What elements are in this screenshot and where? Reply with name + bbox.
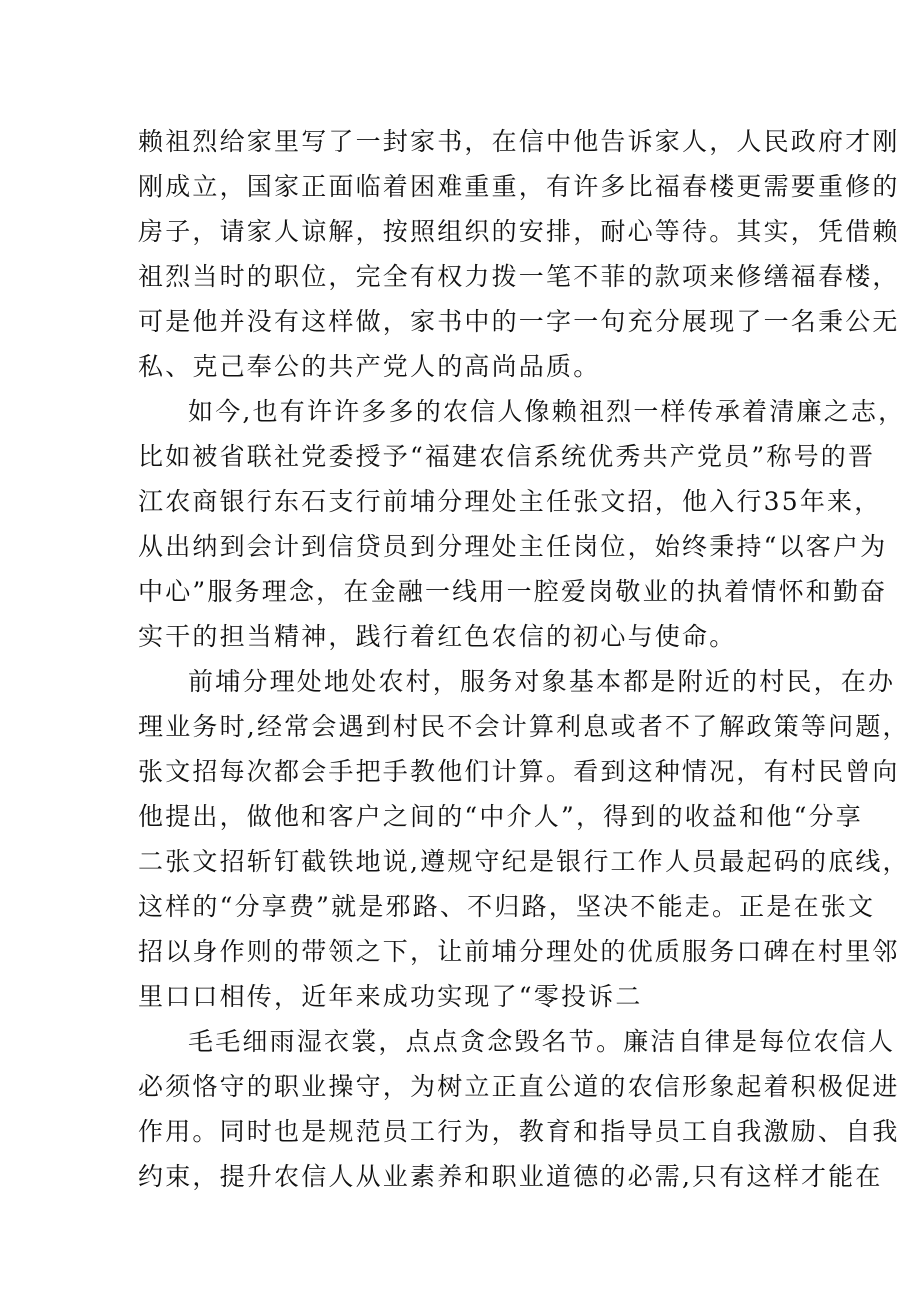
paragraph-first-line: 如今,也有许许多多的农信人像赖祖烈一样传承着清廉之志， <box>188 397 906 426</box>
paragraph-first-line: 毛毛细雨湿衣裳，点点贪念毁名节。廉洁自律是每位农信人 <box>188 1027 896 1056</box>
text-line: 祖烈当时的职位，完全有权力拨一笔不菲的款项来修缮福春楼， <box>138 262 900 291</box>
text-line: 可是他并没有这样做，家书中的一字一句充分展现了一名秉公无 <box>138 307 900 336</box>
text-line: 这样的“分享费”就是邪路、不归路，坚决不能走。正是在张文 <box>138 892 876 921</box>
text-line: 二张文招斩钉截铁地说,遵规守纪是银行工作人员最起码的底线， <box>138 847 910 876</box>
text-line: 必须恪守的职业操守，为树立正直公道的农信形象起着积极促进 <box>138 1072 900 1101</box>
text-line: 作用。同时也是规范员工行为，教育和指导员工自我激励、自我 <box>138 1117 900 1146</box>
text-line: 比如被省联社党委授予“福建农信系统优秀共产党员”称号的晋 <box>138 442 876 471</box>
text-line: 招以身作则的带领之下，让前埔分理处的优质服务口碑在村里邻 <box>138 937 900 966</box>
text-line: 他提出，做他和客户之间的“中介人”，得到的收益和他“分享 <box>138 802 863 831</box>
text-line: 从出纳到会计到信贷员到分理处主任岗位，始终秉持“以客户为 <box>138 532 888 561</box>
text-line: 刚成立，国家正面临着困难重重，有许多比福春楼更需要重修的 <box>138 172 900 201</box>
text-line: 理业务时,经常会遇到村民不会计算利息或者不了解政策等问题， <box>138 712 910 741</box>
text-line: 张文招每次都会手把手教他们计算。看到这种情况，有村民曾向 <box>138 757 900 786</box>
text-line: 私、克己奉公的共产党人的高尚品质。 <box>138 352 601 381</box>
text-line: 江农商银行东石支行前埔分理处主任张文招，他入行35年来， <box>138 487 882 516</box>
paragraph-first-line: 前埔分理处地处农村，服务对象基本都是附近的村民，在办 <box>188 667 896 696</box>
text-line: 中心”服务理念，在金融一线用一腔爱岗敬业的执着情怀和勤奋 <box>138 577 888 606</box>
text-line: 房子，请家人谅解，按照组织的安排，耐心等待。其实，凭借赖 <box>138 217 900 246</box>
text-line: 赖祖烈给家里写了一封家书，在信中他告诉家人，人民政府才刚 <box>138 127 900 156</box>
text-line: 实干的担当精神，践行着红色农信的初心与使命。 <box>138 622 737 651</box>
text-line: 约束，提升农信人从业素养和职业道德的必需,只有这样才能在 <box>138 1162 883 1191</box>
text-line: 里口口相传，近年来成功实现了“零投诉二 <box>138 982 643 1011</box>
